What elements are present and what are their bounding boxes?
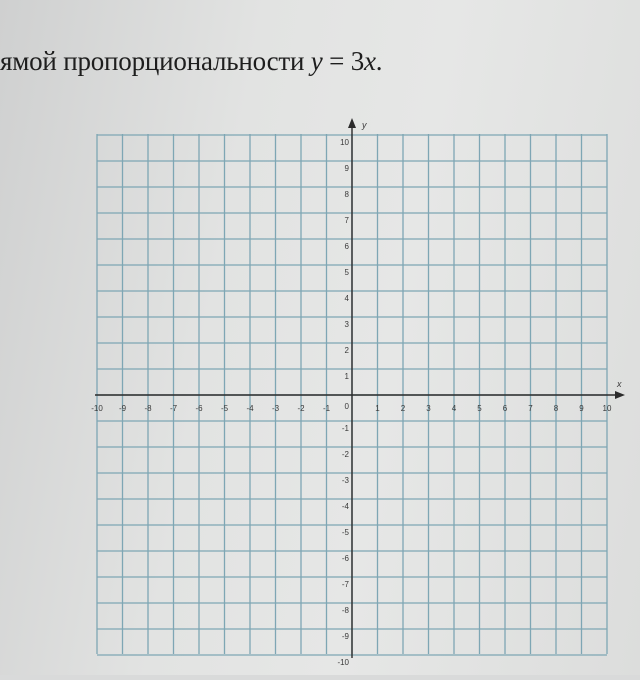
x-tick-label: -1 <box>322 404 331 413</box>
y-tick-label: -7 <box>341 580 349 589</box>
x-tick-label: 4 <box>451 404 457 413</box>
x-tick-label: 8 <box>553 404 559 413</box>
x-tick-label: 3 <box>426 404 431 413</box>
y-tick-label: 9 <box>344 164 349 173</box>
y-tick-label: -10 <box>337 658 349 667</box>
formula-equals: = 3 <box>322 46 364 76</box>
x-tick-label: 1 <box>375 404 380 413</box>
y-tick-label: 4 <box>344 294 349 303</box>
y-tick-label: -8 <box>341 606 349 615</box>
x-tick-label: -2 <box>297 404 305 413</box>
y-tick-label: 6 <box>344 242 349 251</box>
tick-labels <box>91 120 622 667</box>
y-tick-label: -4 <box>341 502 349 511</box>
y-tick-label: 2 <box>344 346 349 355</box>
y-tick-label: -6 <box>341 554 349 563</box>
y-tick-label: -1 <box>341 424 349 433</box>
formula-period: . <box>375 46 383 76</box>
x-tick-label: -6 <box>195 404 203 413</box>
x-tick-label: -9 <box>118 404 127 413</box>
task-text: ямой пропорциональности <box>0 46 311 76</box>
y-tick-label: -2 <box>341 450 349 459</box>
y-tick-label: -9 <box>341 632 349 641</box>
x-tick-label: 5 <box>477 404 482 413</box>
x-tick-label: -8 <box>144 404 152 413</box>
formula-y: y <box>310 46 323 76</box>
y-tick-label: 8 <box>344 190 349 199</box>
formula-x: x <box>364 46 376 76</box>
y-axis-label: y <box>362 120 367 130</box>
x-tick-label: 7 <box>528 404 533 413</box>
x-tick-label: 9 <box>579 404 584 413</box>
x-tick-label: -5 <box>220 404 229 413</box>
x-axis-label: x <box>617 379 622 389</box>
y-tick-label: 7 <box>344 216 349 225</box>
x-tick-label: -3 <box>271 404 280 413</box>
y-tick-label: -3 <box>341 476 349 485</box>
y-tick-label: -5 <box>341 528 349 537</box>
x-tick-label: -4 <box>246 404 254 413</box>
x-tick-label: 2 <box>400 404 406 413</box>
y-tick-label: 1 <box>344 372 349 381</box>
x-tick-label: 10 <box>602 404 612 413</box>
x-tick-label: -10 <box>91 404 103 413</box>
x-tick-label: 6 <box>502 404 508 413</box>
y-axis-arrow <box>348 118 356 128</box>
y-tick-label: 3 <box>344 320 349 329</box>
y-tick-label: 5 <box>344 268 349 277</box>
origin-label: 0 <box>344 402 349 411</box>
x-tick-label: -7 <box>169 404 178 413</box>
y-tick-label: 10 <box>340 138 349 147</box>
x-axis-arrow <box>615 391 625 399</box>
